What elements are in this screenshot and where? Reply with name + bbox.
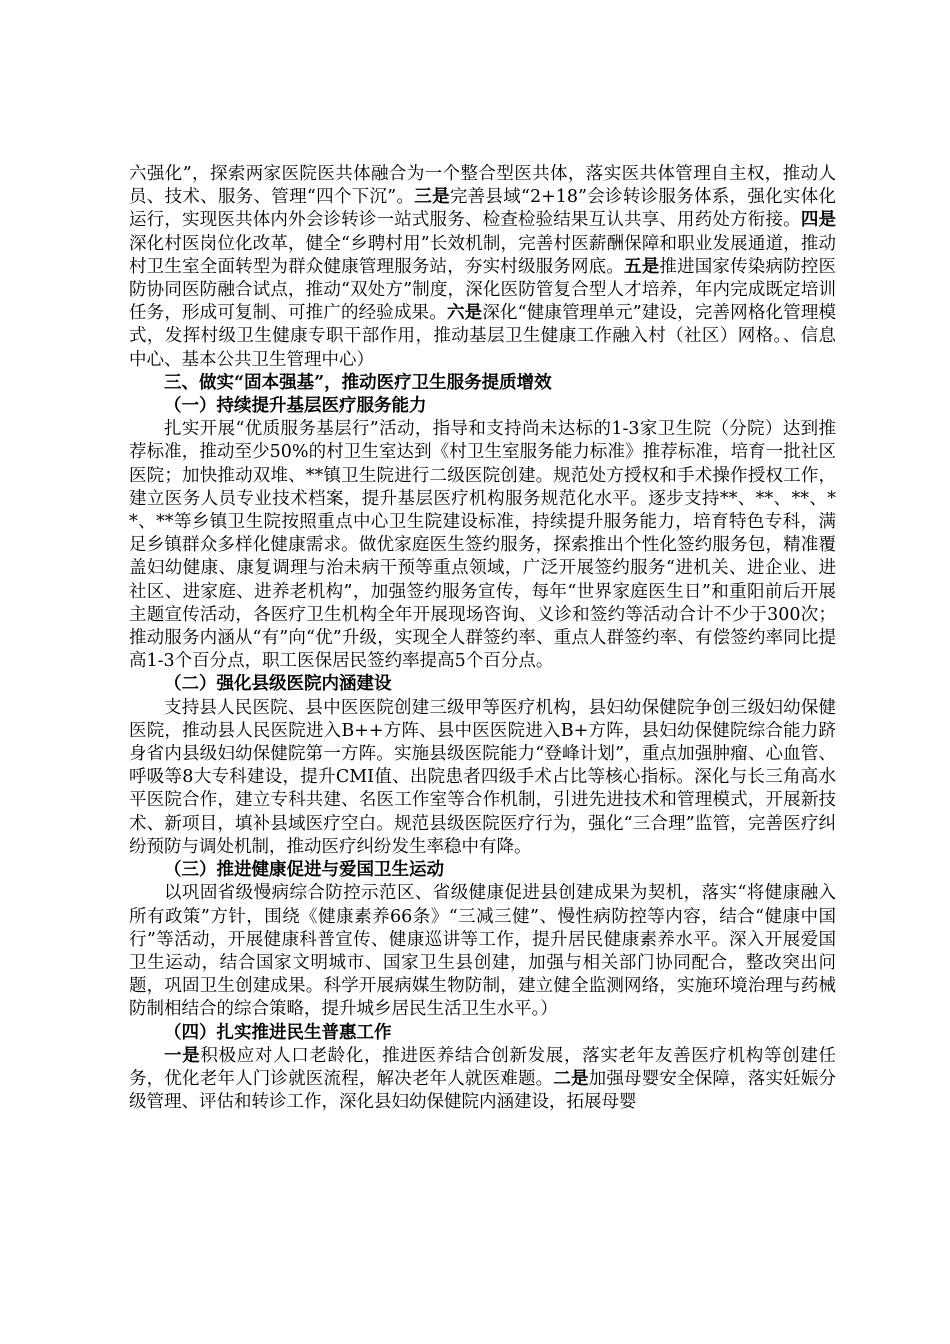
text-run: 深化村医岗位化改革，健全“乡聘村用”长效机制，完善村医薪酬保障和职业发展通道，推动村卫生室全面转型为群众健康管理服务站，夯实村级服务网底。	[129, 233, 836, 277]
bold-marker: 五是	[624, 256, 660, 277]
bold-marker: 四是	[800, 210, 837, 231]
bold-marker: 一是	[164, 1045, 201, 1066]
paragraph: 支持县人民医院、县中医医院创建三级甲等医疗机构，县妇幼保健院争创三级妇幼保健医院，推动县人民医院进入B++方阵、县中医医院进入B+方阵，县妇幼保健院综合能力跻身省内县级妇幼保健院第一方阵。实施县级医院能力“登峰计划”，重点加强肿瘤、心血管、呼吸等8大专科建设，提升CMI值、出院患者四级手术占比等核心指标。深化与长三角高水平医院合作，建立专科共建、名医工作室等合作机制，引进先进技术和管理模式，开展新技术、新项目，填补县域医疗空白。规范县级医院医疗行为，强化“三合理”监管，完善医疗纠纷预防与调处机制，推动医疗纠纷发生率稳中有降。	[129, 697, 836, 857]
text-run: 完善县域“2+18”会诊转诊服务体系，强化实体化运行，实现医共体内外会诊转诊一站式服务、检查检验结果互认共享、用药处方衔接。	[129, 187, 836, 231]
text-run: 加强母婴安全保障，落实妊娠分级管理、评估和转诊工作，深化县妇幼保健院内涵建设，拓展母婴	[129, 1068, 837, 1113]
text-run: 积极应对人口老龄化，推进医养结合创新发展，落实老年友善医疗机构等创建任务，优化老年人门诊就医流程，解决老年人就医难题。	[129, 1045, 837, 1089]
subsection-heading: （一）持续提升基层医疗服务能力	[164, 396, 427, 417]
bold-marker: 三是	[414, 187, 450, 208]
subsection-heading: （三）推进健康促进与爱国卫生运动	[164, 860, 444, 881]
paragraph	[129, 1045, 836, 1115]
text-run: 深化“健康管理单元”建设，完善网格化管理模式，发挥村级卫生健康专职干部作用，推动基层卫生健康工作融入村（社区）网格。、信息中心、基本公共卫生管理中心）	[129, 303, 837, 370]
paragraph-continued	[129, 163, 836, 372]
paragraph: 扎实开展“优质服务基层行”活动，指导和支持尚未达标的1-3家卫生院（分院）达到推荐标准，推动至少50%的村卫生室达到《村卫生室服务能力标准》推荐标准，培育一批社区医院；加快推动双堆、**镇卫生院进行二级医院创建。规范处方授权和手术操作授权工作，建立医务人员专业技术档案，提升基层医疗机构服务规范化水平。逐步支持**、**、**、**、**等乡镇卫生院按照重点中心卫生院建设标准，持续提升服务能力，培育特色专科，满足乡镇群众多样化健康需求。做优家庭医生签约服务，探索推出个性化签约服务包，精准覆盖妇幼健康、康复调理与治未病干预等重点领域，广泛开展签约服务“进机关、进企业、进社区、进家庭、进养老机构”，加强签约服务宣传，每年“世界家庭医生日”和重阳前后开展主题宣传活动，各医疗卫生机构全年开展现场咨询、义诊和签约等活动合计不少于300次；推动服务内涵从“有”向“优”升级，实现全人群签约率、重点人群签约率、有偿签约率同比提高1-3个百分点，职工医保居民签约率提高5个百分点。	[129, 419, 836, 672]
subsection-heading: （四）扎实推进民生普惠工作	[164, 1022, 392, 1043]
bold-marker: 二是	[553, 1068, 589, 1089]
text-run: 六强化”，探索两家医院医共体融合为一个整合型医共体，落实医共体管理自主权，推动人员、技术、服务、管理“四个下沉”。	[129, 164, 836, 208]
text-run: 推进国家传染病防控医防协同医防融合试点，推动“双处方”制度，深化医防管复合型人才培养，年内完成既定培训任务，形成可复制、可推广的经验成果。	[129, 256, 837, 324]
section-heading: 三、做实“固本强基”，推动医疗卫生服务提质增效	[164, 372, 552, 393]
bold-marker: 六是	[446, 303, 483, 324]
document-page	[129, 163, 836, 1114]
subsection-heading: （二）强化县级医院内涵建设	[164, 674, 392, 695]
paragraph: 以巩固省级慢病综合防控示范区、省级健康促进县创建成果为契机，落实“将健康融入所有政策”方针，围绕《健康素养66条》“三减三健”、慢性病防控等内容，结合“健康中国行”等活动，开展健康科普宣传、健康巡讲等工作，提升居民健康素养水平。深入开展爱国卫生运动，结合国家文明城市、国家卫生县创建，加强与相关部门协同配合，整改突出问题，巩固卫生创建成果。科学开展病媒生物防制，建立健全监测网络，实施环境治理与药械防制相结合的综合策略，提升城乡居民生活卫生水平。）	[129, 883, 836, 1020]
